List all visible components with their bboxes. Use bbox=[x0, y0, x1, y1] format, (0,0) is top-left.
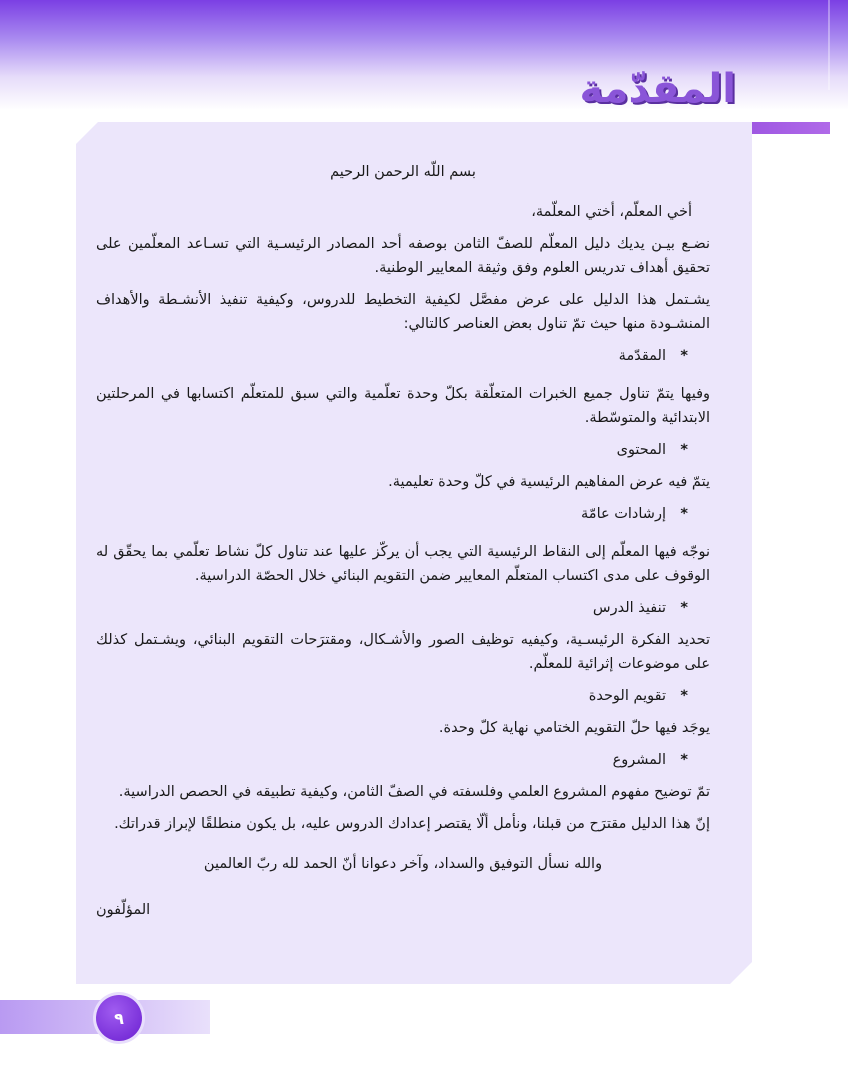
section-body: وفيها يتمّ تناول جميع الخبرات المتعلّقة بكلّ وحدة تعلّمية والتي سبق للمتعلّم اكتسابها في المرحلتين الابتدائية والمتوسّطة. bbox=[96, 386, 710, 426]
closing-line: والله نسأل التوفيق والسداد، وآخر دعوانا أنّ الحمد لله ربّ العالمين bbox=[203, 856, 603, 872]
intro-paragraph: نضـع بيـن يديك دليل المعلّم للصفّ الثامن بوصفه أحد المصادر الرئيسـية التي تسـاعد المعلّمين على تحقيق أهداف تدريس العلوم وفق وثيقة المعايير الوطنية. bbox=[96, 236, 710, 276]
bullet-star-icon: * bbox=[680, 442, 688, 458]
page-title: المقدّمة bbox=[579, 66, 736, 112]
basmala: بسم اللّه الرحمن الرحيم bbox=[330, 164, 476, 180]
page-number-badge: ٩ bbox=[96, 995, 142, 1041]
intro-paragraph: يشـتمل هذا الدليل على عرض مفصَّل لكيفية التخطيط للدروس، وكيفية تنفيذ الأنشـطة والأهداف المنشـودة منها حيث تمّ تناول بعض العناصر كالتالي: bbox=[96, 292, 710, 332]
greeting: أخي المعلّم، أختي المعلّمة، bbox=[531, 204, 692, 220]
section-heading bbox=[96, 502, 710, 526]
section-heading-text: إرشادات عامّة bbox=[581, 506, 666, 522]
section-heading-text: المحتوى bbox=[616, 442, 666, 458]
section-body: يوجَد فيها حلّ التقويم الختامي نهاية كلّ وحدة. bbox=[438, 720, 710, 736]
bullet-star-icon: * bbox=[680, 506, 688, 522]
header-edge-line bbox=[828, 0, 830, 90]
section-heading bbox=[96, 344, 710, 368]
section-heading-text: تقويم الوحدة bbox=[588, 688, 666, 704]
section-heading-text: المشروع bbox=[612, 752, 666, 768]
bullet-star-icon: * bbox=[680, 600, 688, 616]
bullet-star-icon: * bbox=[680, 752, 688, 768]
section-heading bbox=[96, 596, 710, 620]
section-body: يتمّ فيه عرض المفاهيم الرئيسية في كلّ وحدة تعليمية. bbox=[388, 474, 710, 490]
content-text bbox=[96, 160, 710, 930]
section-body: تحديد الفكرة الرئيسـية، وكيفيه توظيف الصور والأشـكال، ومقترَحات التقويم البنائي، ويشـتمل كذلك على موضوعات إثرائية للمعلّم. bbox=[96, 632, 710, 672]
section-heading bbox=[96, 684, 710, 708]
outro-paragraph: إنّ هذا الدليل مقترَح من قبلنا، ونأمل ألّا يقتصر إعدادك الدروس عليه، بل يكون منطلقًا لإبراز قدراتك. bbox=[114, 816, 710, 832]
bullet-star-icon: * bbox=[680, 348, 688, 364]
section-heading bbox=[96, 748, 710, 772]
section-heading-text: تنفيذ الدرس bbox=[592, 600, 666, 616]
section-heading bbox=[96, 438, 710, 462]
bullet-star-icon: * bbox=[680, 688, 688, 704]
authors-signature: المؤلّفون bbox=[96, 902, 151, 918]
section-body: تمّ توضيح مفهوم المشروع العلمي وفلسفته في الصفّ الثامن، وكيفية تطبيقه في الحصص الدراسية. bbox=[118, 784, 710, 800]
section-body: نوجّه فيها المعلّم إلى النقاط الرئيسية التي يجب أن يركّز عليها عند تناول كلّ نشاط تعلّمي بما يحقّق له الوقوف على مدى اكتساب المتعلّم المعايير ضمن التقويم البنائي خلال الحصّة الدراسية. bbox=[96, 544, 710, 584]
section-heading-text: المقدّمة bbox=[618, 348, 666, 364]
